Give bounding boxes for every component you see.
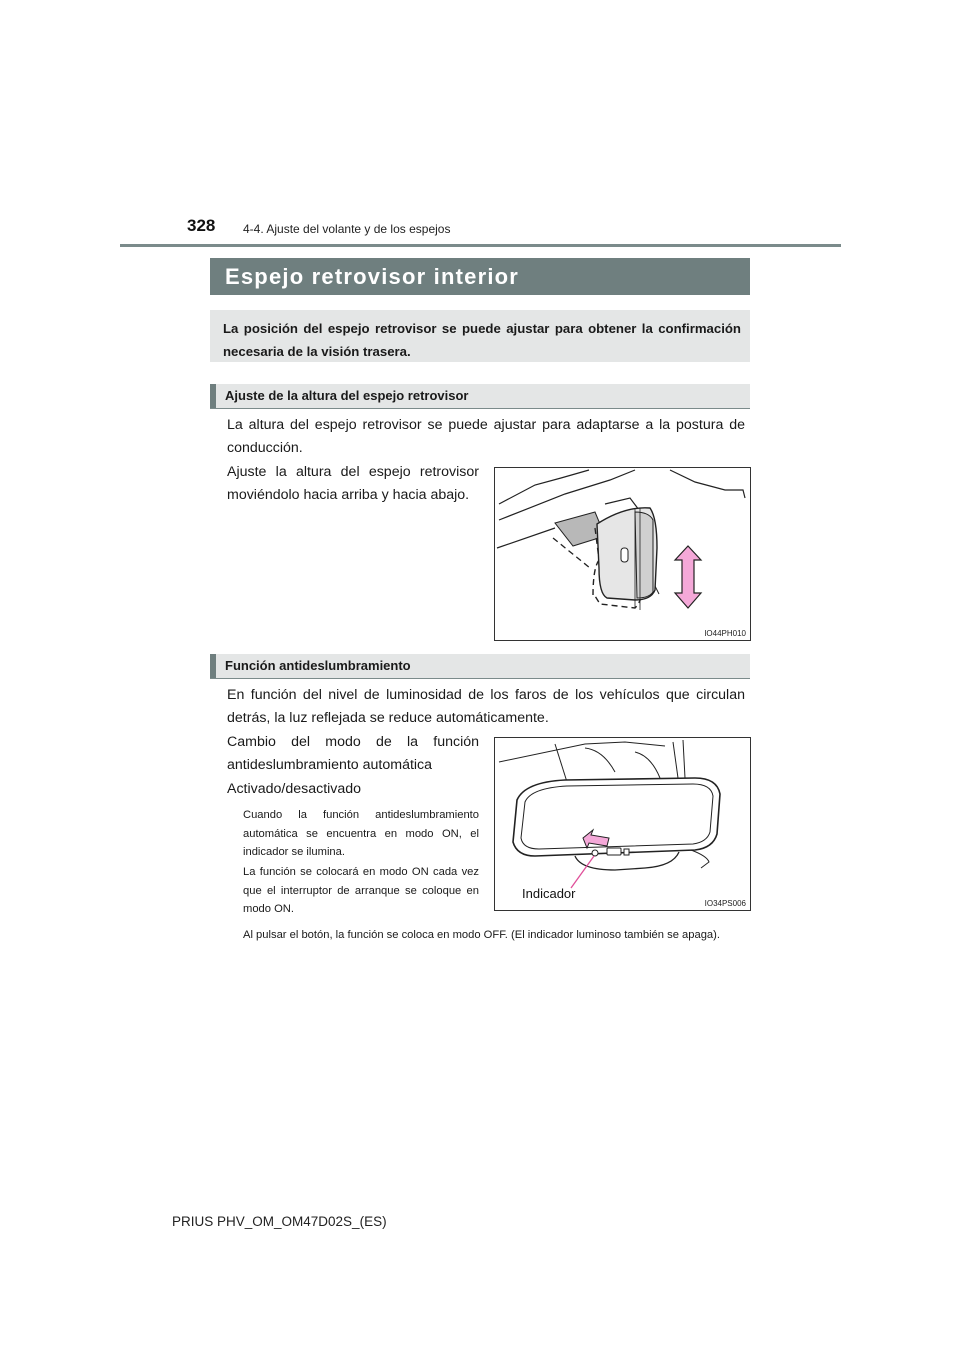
mirror-height-illustration (495, 468, 750, 640)
antiglare-note-off: Al pulsar el botón, la función se coloca en modo OFF. (El indicador luminoso también se apaga). (243, 929, 720, 941)
indicator-label: Indicador (522, 886, 576, 901)
antiglare-note-on: Cuando la función antideslumbramiento automática se encuentra en modo ON, el indicador se ilumina. (243, 809, 479, 858)
antiglare-paragraph: En función del nivel de luminosidad de los faros de los vehículos que circulan detrás, la luz reflejada se reduce automáticamente. (227, 687, 745, 726)
page-number: 328 (187, 216, 216, 235)
section-heading-height (210, 384, 750, 409)
page-title: Espejo retrovisor interior (225, 264, 520, 289)
height-instruction: Ajuste la altura del espejo retrovisor moviéndolo hacia arriba y hacia abajo. (227, 464, 479, 503)
intro-box (210, 310, 750, 362)
section-heading-text: Función antideslumbramiento (225, 658, 411, 673)
section-title-bar (210, 258, 750, 295)
section-heading-text: Ajuste de la altura del espejo retrovisor (225, 388, 469, 403)
document-footer: PRIUS PHV_OM_OM47D02S_(ES) (172, 1214, 387, 1229)
header-rule (120, 244, 841, 247)
antiglare-mode-paragraph: Cambio del modo de la función antideslumbramiento automática (227, 734, 479, 773)
antiglare-onoff: Activado/desactivado (227, 781, 362, 797)
section-heading-antiglare (210, 654, 750, 679)
mirror-height-figure (494, 467, 751, 641)
figure-code: IO44PH010 (704, 629, 746, 638)
antiglare-mirror-figure (494, 737, 751, 911)
figure-code: IO34PS006 (704, 899, 746, 908)
intro-text: La posición del espejo retrovisor se puede ajustar para obtener la confirmación necesaria de la visión trasera. (223, 321, 741, 359)
chapter-title: 4-4. Ajuste del volante y de los espejos (243, 222, 451, 236)
antiglare-note-start: La función se colocará en modo ON cada vez que el interruptor de arranque se coloque en modo ON. (243, 866, 479, 915)
antiglare-mirror-illustration (495, 738, 750, 910)
height-paragraph: La altura del espejo retrovisor se puede ajustar para adaptarse a la postura de conducción. (227, 417, 745, 456)
